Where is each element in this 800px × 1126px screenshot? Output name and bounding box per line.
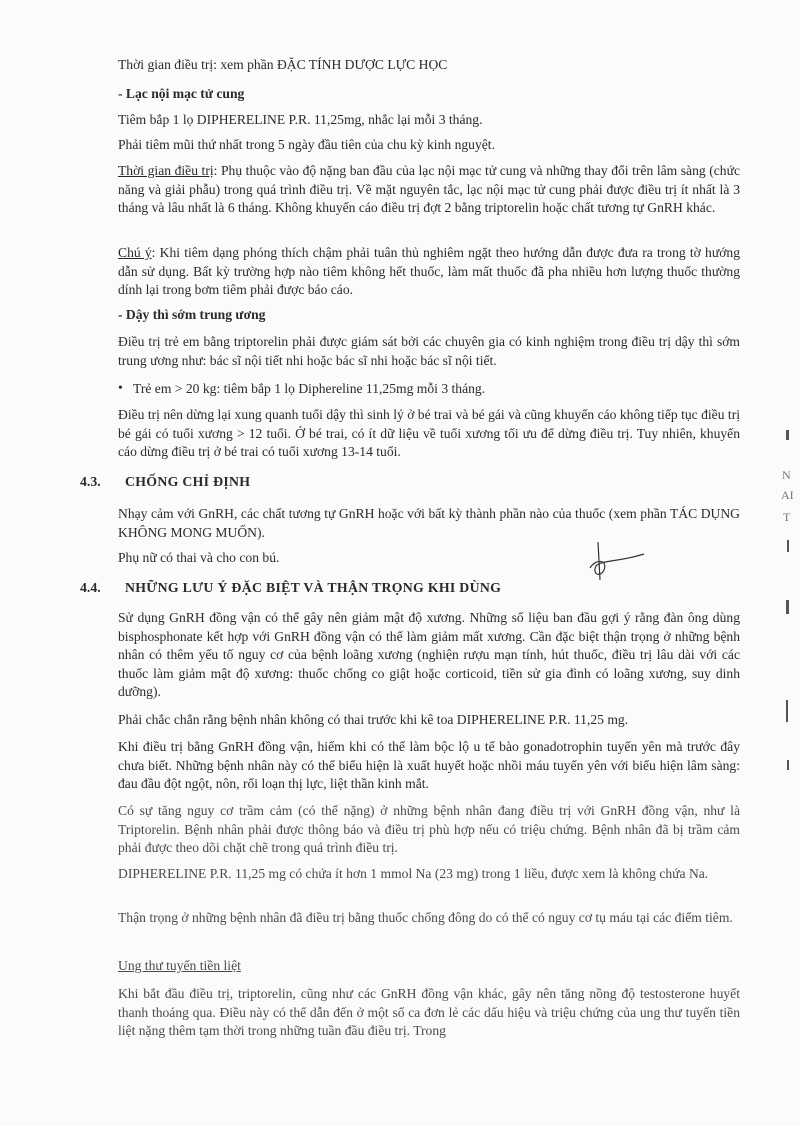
- handwritten-signature: [578, 540, 650, 590]
- margin-mark-n: N: [782, 468, 791, 482]
- margin-tick: [787, 540, 789, 552]
- section-4-3-title: CHỐNG CHỈ ĐỊNH: [125, 474, 251, 489]
- caution-text: : Khi tiêm dạng phóng thích chậm phải tuân thủ nghiêm ngặt theo hướng dẫn được đưa ra trong tờ hướng dẫn sử dụng. Bất kỳ trường hợp nào tiêm không hết thuốc, làm mất thuốc đã pha nhiều hơn lượng thuốc thường dính lại trong bơm tiêm phải được báo cáo.: [118, 245, 740, 298]
- prostate-testosterone-flare: Khi bắt đầu điều trị, triptorelin, cũng như các GnRH đồng vận khác, gây nên tăng nồng độ testosterone huyết thanh thoáng qua. Điều này có thể dẫn đến ở một số ca đơn lẻ các dấu hiệu và triệu chứng của ung thư tuyến tiền liệt nặng thêm tạm thời trong những tuần đầu điều trị. Trong: [118, 986, 740, 1039]
- pregnancy-check: Phải chắc chắn rằng bệnh nhân không có thai trước khi kê toa DIPHERELINE P.R. 11,25 mg.: [118, 712, 629, 727]
- margin-tick: [786, 700, 788, 722]
- heading-endometriosis: - Lạc nội mạc tử cung: [118, 86, 245, 101]
- heading-prostate-cancer: Ung thư tuyến tiền liệt: [118, 958, 241, 973]
- section-4-3-number: 4.3.: [80, 474, 101, 489]
- contraindication-hypersensitivity: Nhạy cảm với GnRH, các chất tương tự GnRH hoặc với bất kỳ thành phần nào của thuốc (xem phần TÁC DỤNG KHÔNG MONG MUỐN).: [118, 506, 740, 540]
- pituitary-adenoma-warning: Khi điều trị bằng GnRH đồng vận, hiếm khi có thể làm bộc lộ u tế bào gonadotrophin tuyến yên mà trước đây chưa biết. Những bệnh nhân này có thể biểu hiện là xuất huyết hoặc nhồi máu tuyến yên với biểu hiện lâm sàng: đau đầu đột ngột, nôn, rối loạn thị lực, liệt thần kinh mắt.: [118, 739, 740, 792]
- margin-tick: [786, 600, 789, 614]
- bullet-symbol: •: [118, 380, 123, 395]
- contraindication-pregnancy: Phụ nữ có thai và cho con bú.: [118, 550, 280, 565]
- section-4-4-title: NHỮNG LƯU Ý ĐẶC BIỆT VÀ THẬN TRỌNG KHI DÙNG: [125, 580, 502, 595]
- puberty-supervision: Điều trị trẻ em bằng triptorelin phải được giám sát bởi các chuyên gia có kinh nghiệm trong điều trị dậy thì sớm trung ương như: bác sĩ nội tiết nhi hoặc bác sĩ nhi hoặc bác sĩ nội tiết.: [118, 334, 740, 368]
- sodium-content: DIPHERELINE P.R. 11,25 mg có chứa ít hơn 1 mmol Na (23 mg) trong 1 liều, được xem là không chứa Na.: [118, 866, 709, 881]
- margin-mark-ai: AI: [781, 488, 794, 502]
- margin-mark-t: T: [783, 510, 791, 524]
- caution-label: Chú ý: [118, 245, 152, 260]
- anticoagulant-caution: Thận trọng ở những bệnh nhân đã điều trị bằng thuốc chống đông do có thể có nguy cơ tụ máu tại các điểm tiêm.: [118, 910, 733, 925]
- puberty-stop-criteria: Điều trị nên dừng lại xung quanh tuổi dậy thì sinh lý ở bé trai và bé gái và cũng khuyến cáo không tiếp tục điều trị bé gái có tuổi xương > 12 tuổi. Ở bé trai, có ít dữ liệu về tuổi xương tối ưu để dừng điều trị. Tuy nhiên, khuyến cáo dừng điều trị ở bé trai có tuổi xương 13-14 tuổi.: [118, 407, 740, 460]
- injection-caution: [118, 244, 740, 300]
- duration-text: : Phụ thuộc vào độ nặng ban đầu của lạc nội mạc tử cung và những thay đổi trên lâm sàng (chức năng và giải phẫu) trong quá trình điều trị. Về mặt nguyên tắc, lạc nội mạc tử cung phải được điều trị ít nhất là 3 tháng và lâu nhất là 6 tháng. Không khuyến cáo điều trị đợt 2 bằng triptorelin hoặc chất tương tự GnRH khác.: [118, 163, 740, 216]
- bone-density-warning: Sử dụng GnRH đồng vận có thể gây nên giảm mật độ xương. Những số liệu ban đầu gợi ý rằng đàn ông dùng bisphosphonate kết hợp với GnRH đồng vận có thể làm giảm mất xương. Cần đặc biệt thận trọng ở những bệnh nhân có thêm yếu tố nguy cơ của bệnh loãng xương (nghiện rượu mạn tính, hút thuốc, điều trị lâu dài với các thuốc làm giảm mật độ xương: thuốc chống co giật hoặc corticoid, tiền sử gia đình có loãng xương, suy dinh dưỡng).: [118, 610, 740, 700]
- endometriosis-first-injection: Phải tiêm mũi thứ nhất trong 5 ngày đầu tiên của chu kỳ kinh nguyệt.: [118, 137, 495, 152]
- margin-tick: [786, 430, 789, 440]
- duration-label: Thời gian điều trị: [118, 163, 214, 178]
- heading-precocious-puberty: - Dậy thì sớm trung ương: [118, 307, 266, 322]
- depression-warning: Có sự tăng nguy cơ trầm cảm (có thể nặng) ở những bệnh nhân đang điều trị với GnRH đồng vận, như là Triptorelin. Bệnh nhân phải được thông báo và điều trị phù hợp nếu có triệu chứng. Bệnh nhân đã bị trầm cảm phải được theo dõi chặt chẽ trong quá trình điều trị.: [118, 803, 740, 856]
- endometriosis-duration: [118, 162, 740, 218]
- section-4-4-number: 4.4.: [80, 580, 101, 595]
- puberty-dosage-bullet: Trẻ em > 20 kg: tiêm bắp 1 lọ Diphereline 11,25mg mỗi 3 tháng.: [133, 381, 486, 396]
- margin-tick: [787, 760, 789, 770]
- endometriosis-dosage: Tiêm bắp 1 lọ DIPHERELINE P.R. 11,25mg, nhắc lại mỗi 3 tháng.: [118, 112, 483, 127]
- treatment-duration-note: Thời gian điều trị: xem phần ĐẶC TÍNH DƯỢC LỰC HỌC: [118, 57, 448, 72]
